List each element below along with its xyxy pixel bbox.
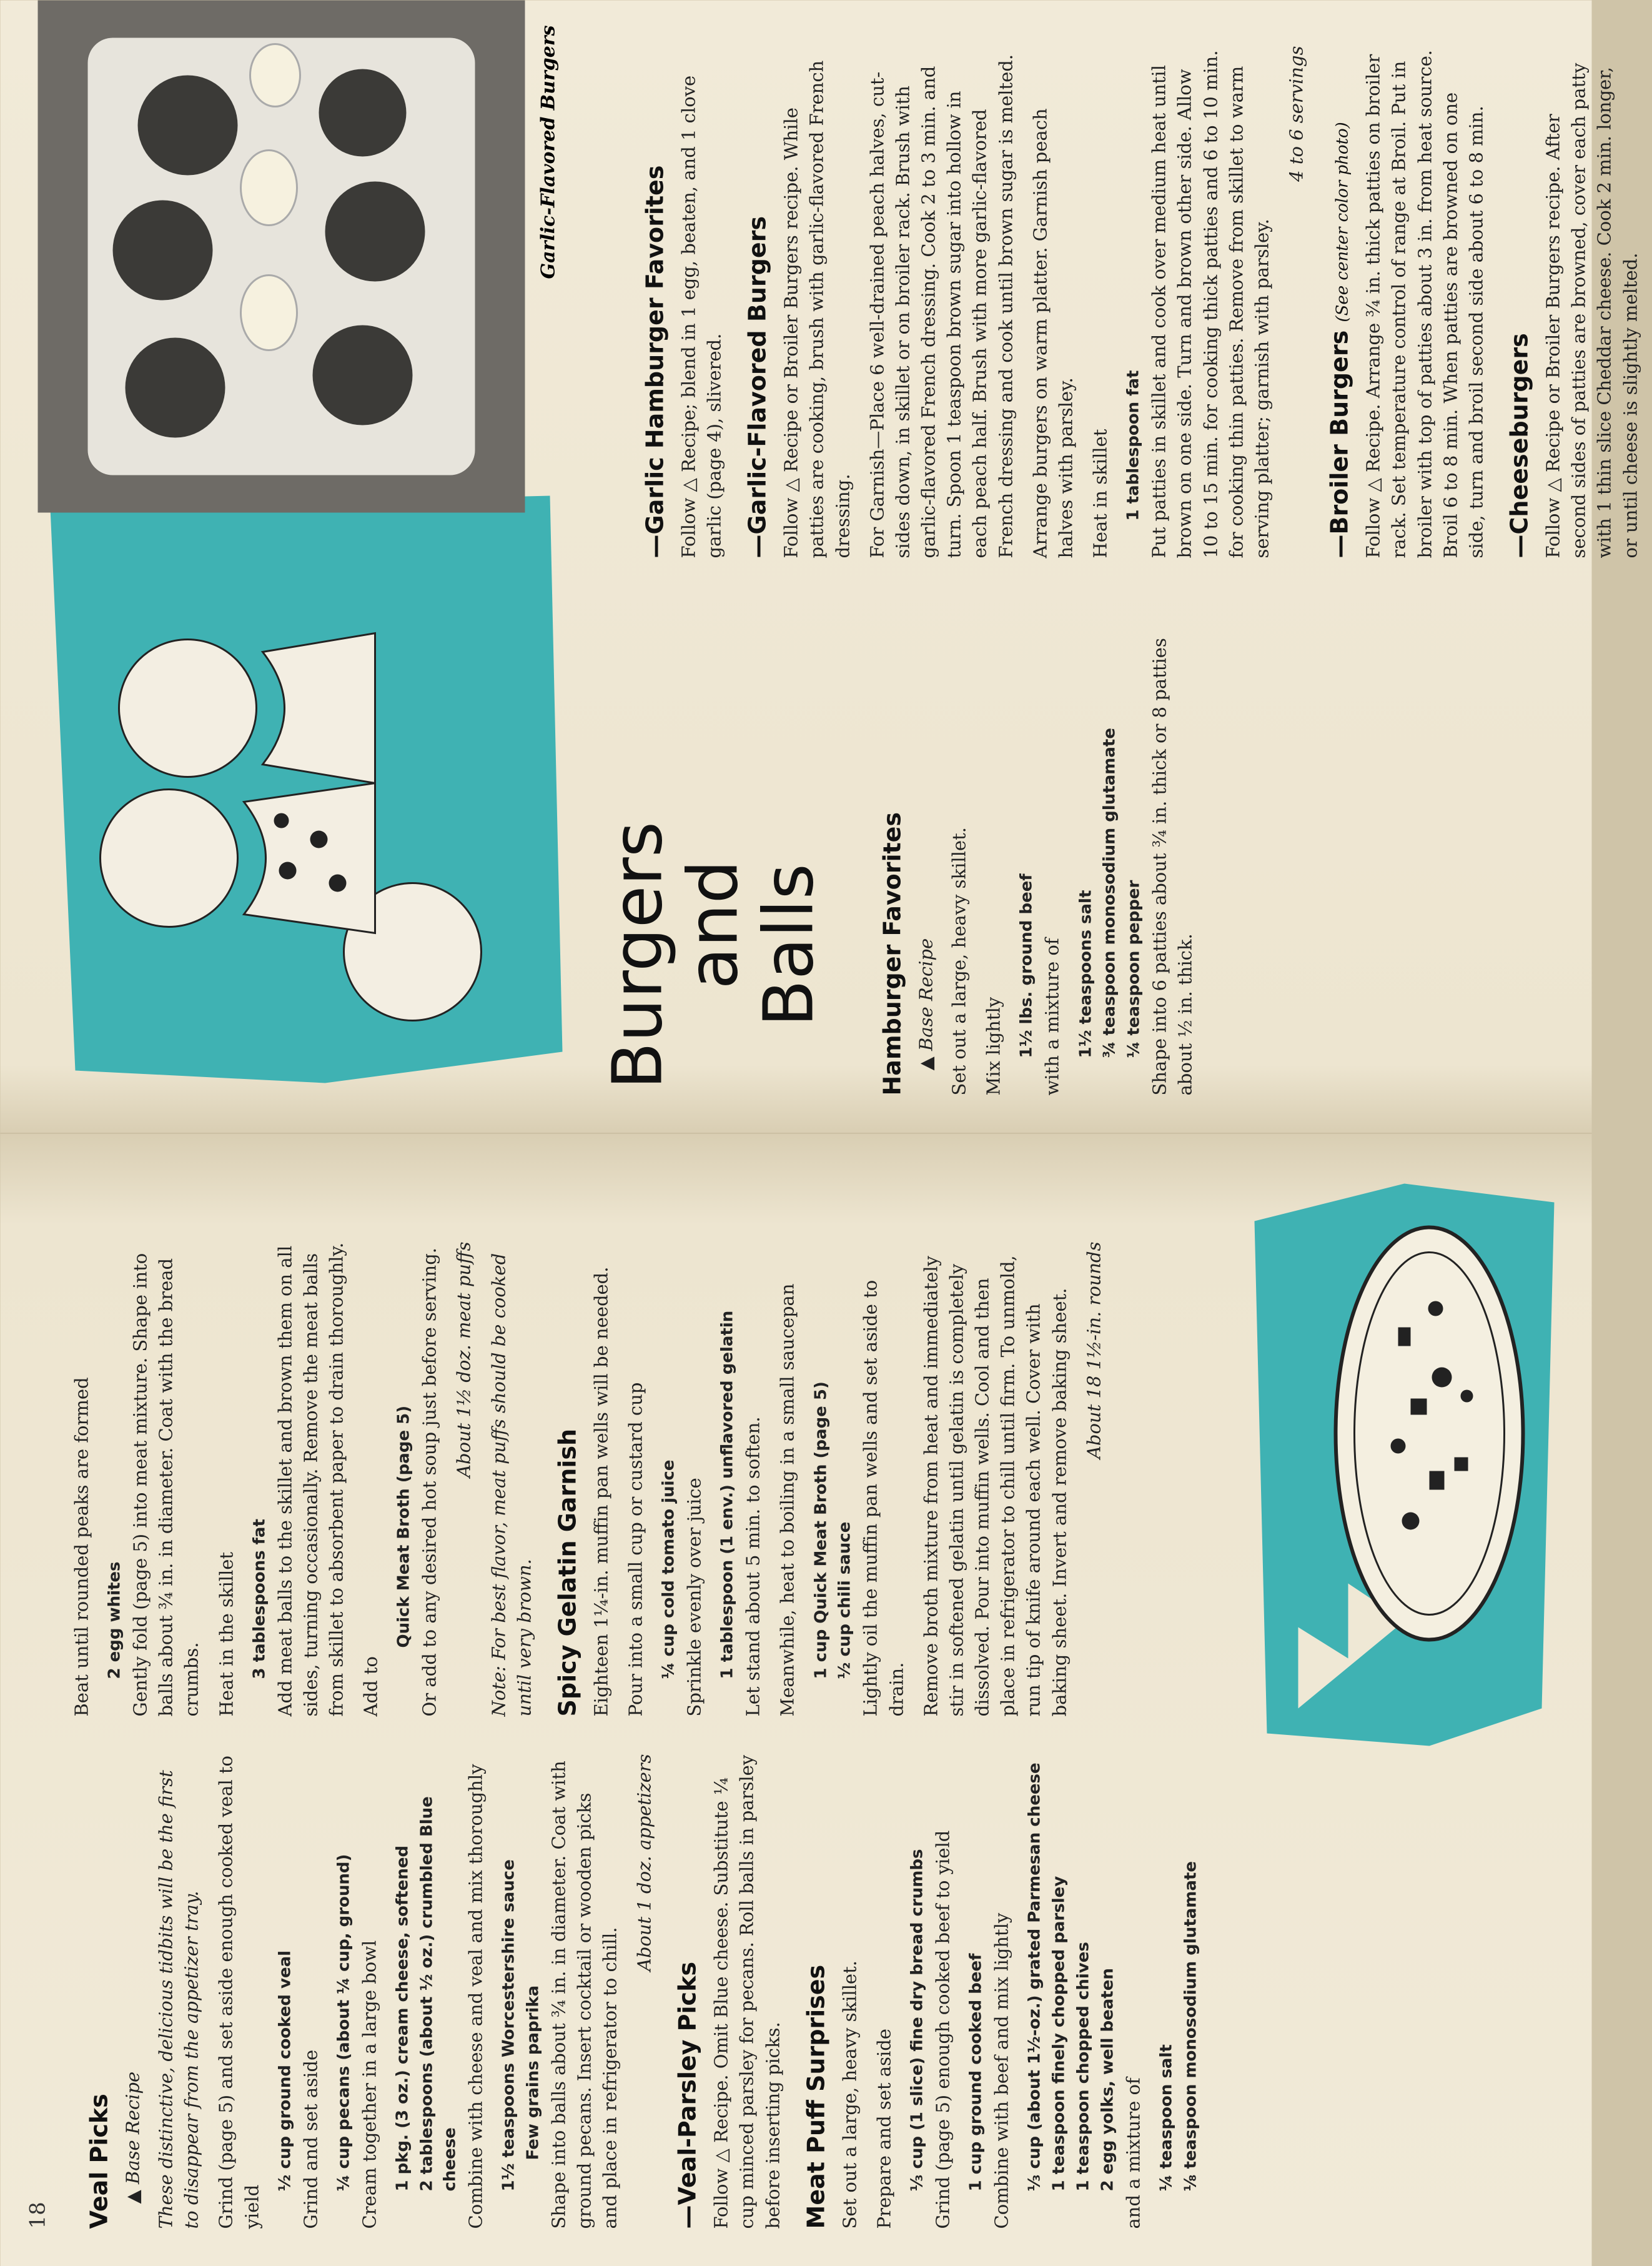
puff-yield: About 1½ doz. meat puffs <box>453 1241 475 1478</box>
burger-photo <box>37 0 525 512</box>
ham-p5: Heat in skillet <box>1089 429 1111 558</box>
garlic-flav-p3: Arrange burgers on warm platter. Garnish peach halves with parsley. <box>1029 107 1076 558</box>
garlic-flav-title: —Garlic-Flavored Burgers <box>743 216 771 558</box>
gel-p6: Lightly oil the muffin pan wells and set aside to drain. <box>859 1280 907 1716</box>
right-page <box>0 0 1641 1133</box>
title-word-burgers: Burgers <box>597 821 677 1089</box>
puff-i6: 2 egg yolks, well beaten <box>1098 1967 1117 2191</box>
ham-i5: 1 tablespoon fat <box>1124 370 1143 520</box>
veal-i5: 1½ teaspoons Worcestershire sauce <box>498 1859 518 2191</box>
puff-i1: ⅓ cup (1 slice) fine dry bread crumbs <box>908 1849 927 2191</box>
hamburger-title: Hamburger Favorites <box>878 812 906 1095</box>
gel-p1: Eighteen 1¼-in. muffin pan wells will be needed. <box>590 1266 611 1716</box>
puff-i11: Quick Meat Broth (page 5) <box>394 1405 413 1647</box>
ham-p4: Shape into 6 patties about ¾ in. thick or 8 patties about ½ in. thick. <box>1149 637 1196 1095</box>
puff-i2: 1 cup ground cooked beef <box>966 1953 986 2191</box>
veal-p4: Combine with cheese and veal and mix thoroughly <box>464 1763 486 2229</box>
right-column-2 <box>625 46 1652 558</box>
gel-i4: ½ cup chili sauce <box>835 1521 854 1679</box>
puff-p1: Set out a large, heavy skillet. <box>838 1960 860 2229</box>
gel-p3: Sprinkle evenly over juice <box>683 1477 705 1716</box>
title-burgers-and-balls <box>597 821 828 1089</box>
veal-i1: ½ cup ground cooked veal <box>275 1950 294 2191</box>
veal-p5: Shape into balls about ¾ in. in diameter. Coat with ground pecans. Insert cocktail or wooden picks and place in refrigerator to chill. <box>547 1760 621 2229</box>
veal-i4: 2 tablespoons (about ½ oz.) crumbled Blue cheese <box>417 1796 459 2191</box>
puff-i9: 2 egg whites <box>105 1561 124 1679</box>
cheese-text: Follow △ Recipe or Broiler Burgers recipe. After second sides of patties are browned, cover each patty with 1 thin slice Cheddar cheese. Cook 2 min. longer, or until cheese is slightly melted. <box>1542 62 1641 558</box>
ham-p6: Put patties in skillet and cook over medium heat until brown on one side. Turn and brown other side. Allow 10 to 15 min. for cooking thick patties and 6 to 10 min. for cooking thin patties. Remove from skillet to warm serving platter; garnish with parsley. <box>1148 49 1272 558</box>
puff-i5: 1 teaspoon chopped chives <box>1074 1941 1093 2191</box>
broiler-text: Follow △ Recipe. Arrange ¾ in. thick patties on broiler rack. Set temperature control of range at Broil. Put in broiler with top of patties about 3 in. from heat source. Broil 6 to 8 min. When patties are browned on one side, turn and broil second side about 6 to 8 min. <box>1362 49 1486 558</box>
gel-p4: Let stand about 5 min. to soften. <box>742 1416 764 1716</box>
gel-p5: Meanwhile, heat to boiling in a small saucepan <box>776 1283 798 1716</box>
veal-i6: Few grains paprika <box>523 1985 542 2160</box>
veal-p1: Grind (page 5) and set aside enough cooked veal to yield <box>215 1755 262 2229</box>
puff-p2: Prepare and set aside <box>873 2028 894 2229</box>
meat-puff-title: Meat Puff Surprises <box>801 1964 829 2229</box>
spicy-gelatin-title: Spicy Gelatin Garnish <box>553 1428 581 1716</box>
puff-note: Note: For best flavor, meat puffs should be cooked until very brown. <box>487 1253 535 1716</box>
gel-yield: About 18 1½-in. rounds <box>1082 1241 1104 1459</box>
ham-i3: ¾ teaspoon monosodium glutamate <box>1100 727 1119 1058</box>
puff-p6: Beat until rounded peaks are formed <box>71 1376 92 1716</box>
gel-p2: Pour into a small cup or custard cup <box>625 1382 646 1716</box>
puff-i7: ¼ teaspoon salt <box>1157 2044 1176 2191</box>
gel-i1: ¼ cup cold tomato juice <box>659 1459 678 1679</box>
puff-p9: Add meat balls to the skillet and brown them on all sides, turning occasionally. Remove the meat balls from skillet to absorbent paper to drain thoroughly. <box>274 1242 347 1716</box>
puff-p5: and a mixture of <box>1122 2077 1144 2229</box>
veal-i2: ¼ cup pecans (about ¼ cup, ground) <box>334 1854 353 2191</box>
puff-p8: Heat in the skillet <box>215 1551 237 1716</box>
veal-picks-title: Veal Picks <box>85 2093 112 2229</box>
gel-i3: 1 cup Quick Meat Broth (page 5) <box>811 1381 830 1679</box>
puff-i4: 1 teaspoon finely chopped parsley <box>1049 1876 1069 2191</box>
broiler-title: —Broiler Burgers (See center color photo) <box>1325 121 1353 558</box>
garlic-ham-text: Follow △ Recipe; blend in 1 egg, beaten, and 1 clove garlic (page 4), slivered. <box>677 75 725 558</box>
puff-i10: 3 tablespoons fat <box>249 1518 269 1679</box>
ham-yield: 4 to 6 servings <box>1285 46 1307 182</box>
photo-image <box>37 0 525 512</box>
platter-illustration <box>1242 1158 1566 1783</box>
photo-caption: Garlic-Flavored Burgers <box>537 25 559 279</box>
hamburger-base: ▲ Base Recipe <box>914 938 936 1070</box>
puff-p7: Gently fold (page 5) into meat mixture. Shape into balls about ¾ in. in diameter. Coat with the bread crumbs. <box>129 1253 202 1716</box>
page-number: 18 <box>25 2201 50 2229</box>
ham-p2: Mix lightly <box>982 996 1004 1095</box>
cheese-title: —Cheeseburgers <box>1505 332 1533 558</box>
ham-p1: Set out a large, heavy skillet. <box>948 827 970 1095</box>
veal-i3: 1 pkg. (3 oz.) cream cheese, softened <box>392 1845 412 2191</box>
ham-i4: ¼ teaspoon pepper <box>1124 880 1144 1058</box>
left-column-2 <box>69 1241 1115 1716</box>
ham-i2: 1½ teaspoons salt <box>1076 890 1095 1058</box>
title-word-and: and <box>673 860 753 989</box>
ham-p3: with a mixture of <box>1041 937 1063 1095</box>
gel-i2: 1 tablespoon (1 env.) unflavored gelatin <box>718 1310 737 1679</box>
left-page <box>0 1133 1591 2266</box>
title-word-balls: Balls <box>748 863 828 1026</box>
puff-p10: Add to <box>360 1656 382 1716</box>
garlic-flav-p1: Follow △ Recipe or Broiler Burgers recipe. While patties are cooking, brush with garlic-flavored French dressing. <box>780 60 853 558</box>
puff-i3: ⅓ cup (about 1½-oz.) grated Parmesan cheese <box>1025 1762 1044 2191</box>
puff-i8: ⅛ teaspoon monosodium glutamate <box>1180 1861 1200 2191</box>
veal-parsley-text: Follow △ Recipe. Omit Blue cheese. Substitute ¼ cup minced parsley for pecans. Roll balls in parsley before inserting picks. <box>710 1754 783 2229</box>
garlic-flav-p2: For Garnish—Place 6 well-drained peach halves, cut-sides down, in skillet or on broiler rack. Brush with garlic-flavored French dressing. Cook 2 to 3 min. and turn. Spoon 1 teaspoon brown sugar into hollow in each peach half. Brush with more garlic-flavored French dressing and cook until brown sugar is melted. <box>866 54 1016 558</box>
puff-p11: Or add to any desired hot soup just before serving. <box>418 1247 440 1716</box>
right-column-1 <box>862 583 1207 1095</box>
gel-p7: Remove broth mixture from heat and immediately stir in softened gelatin until gelatin is completely dissolved. Pour into muffin wells. Cool and then place in refrigerator to chill until firm. To unmold, run tip of knife around each well. Cover with baking sheet. Invert and remove baking sheet. <box>919 1255 1070 1716</box>
veal-p3: Cream together in a large bowl <box>358 1940 380 2229</box>
veal-parsley-title: —Veal-Parsley Picks <box>673 1961 701 2229</box>
garlic-ham-title: —Garlic Hamburger Favorites <box>641 165 668 558</box>
veal-picks-base: ▲ Base Recipe <box>121 2071 143 2204</box>
left-column-1 <box>69 1754 1204 2229</box>
veal-yield: About 1 doz. appetizers <box>633 1754 655 1971</box>
veal-picks-intro: These distinctive, delicious tidbits will be the first to disappear from the appetizer tray. <box>155 1769 202 2229</box>
puff-p4: Combine with beef and mix lightly <box>991 1912 1012 2229</box>
veal-p2: Grind and set aside <box>299 2049 321 2229</box>
puff-p3: Grind (page 5) enough cooked beef to yield <box>932 1830 954 2229</box>
ham-i1: 1½ lbs. ground beef <box>1017 873 1036 1058</box>
kids-banner-illustration <box>25 483 575 1108</box>
